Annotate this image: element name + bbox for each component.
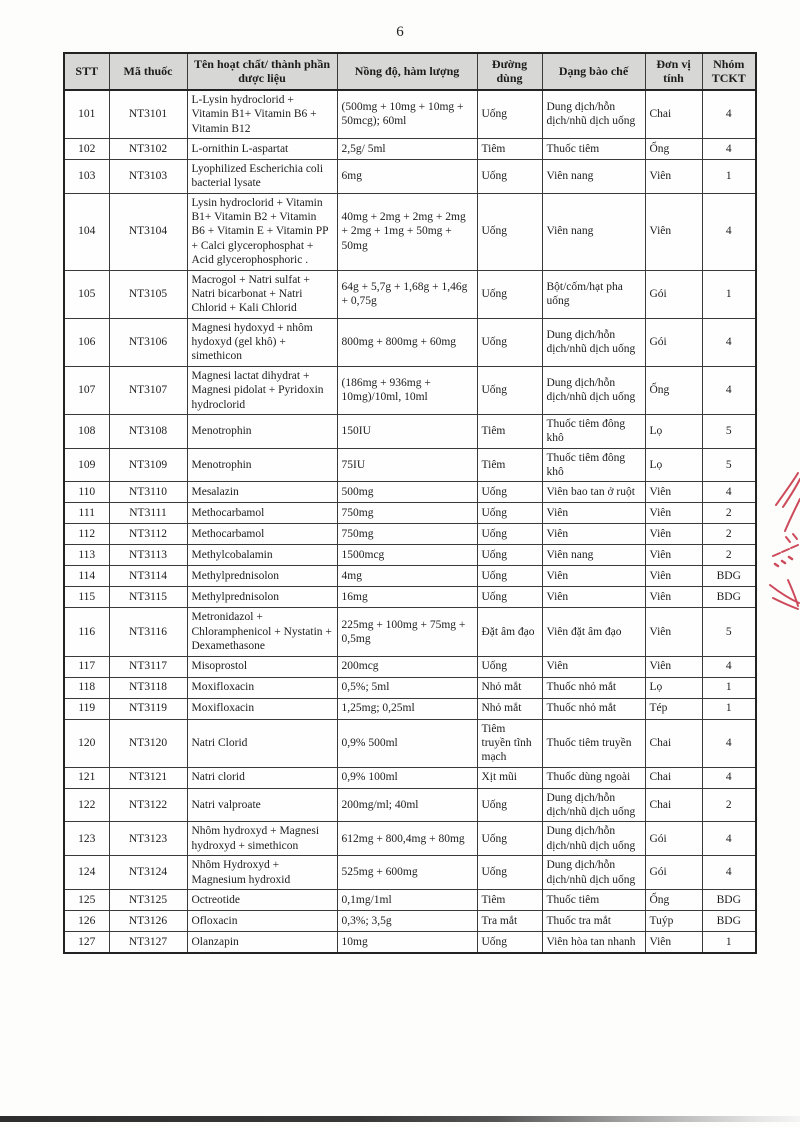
cell-nhom-tckt: 4 <box>702 656 756 677</box>
cell-stt: 109 <box>64 448 109 482</box>
cell-nhom-tckt: 1 <box>702 270 756 318</box>
column-header-ma-thuoc: Mã thuốc <box>109 53 187 90</box>
cell-duong-dung: Uống <box>477 566 542 587</box>
column-header-nhom-tckt: Nhóm TCKT <box>702 53 756 90</box>
cell-ma-thuoc: NT3126 <box>109 910 187 931</box>
cell-dang-bao-che: Viên bao tan ở ruột <box>542 482 645 503</box>
cell-stt: 113 <box>64 545 109 566</box>
cell-duong-dung: Uống <box>477 856 542 890</box>
cell-nhom-tckt: 4 <box>702 193 756 270</box>
column-header-dang-bao-che: Dạng bào chế <box>542 53 645 90</box>
cell-ma-thuoc: NT3127 <box>109 931 187 953</box>
cell-nhom-tckt: 5 <box>702 414 756 448</box>
cell-ten-hoat-chat: Lyophilized Escherichia coli bacterial lysate <box>187 159 337 193</box>
cell-ten-hoat-chat: Methocarbamol <box>187 503 337 524</box>
cell-don-vi-tinh: Chai <box>645 788 702 822</box>
cell-ma-thuoc: NT3110 <box>109 482 187 503</box>
column-header-nong-do-ham-luong: Nồng độ, hàm lượng <box>337 53 477 90</box>
cell-ten-hoat-chat: Misoprostol <box>187 656 337 677</box>
cell-nong-do-ham-luong: (500mg + 10mg + 10mg + 50mcg); 60ml <box>337 90 477 139</box>
cell-duong-dung: Uống <box>477 366 542 414</box>
cell-dang-bao-che: Dung dịch/hỗn dịch/nhũ dịch uống <box>542 318 645 366</box>
cell-nong-do-ham-luong: 1,25mg; 0,25ml <box>337 698 477 719</box>
cell-dang-bao-che: Viên nang <box>542 193 645 270</box>
cell-ma-thuoc: NT3108 <box>109 414 187 448</box>
cell-ten-hoat-chat: Nhôm hydroxyd + Magnesi hydroxyd + simethicon <box>187 822 337 856</box>
cell-nong-do-ham-luong: 0,9% 100ml <box>337 767 477 788</box>
cell-dang-bao-che: Dung dịch/hỗn dịch/nhũ dịch uống <box>542 822 645 856</box>
cell-duong-dung: Nhỏ mắt <box>477 698 542 719</box>
cell-nhom-tckt: 4 <box>702 767 756 788</box>
table-row <box>64 503 756 524</box>
cell-duong-dung: Xịt mũi <box>477 767 542 788</box>
cell-don-vi-tinh: Chai <box>645 90 702 139</box>
cell-dang-bao-che: Thuốc nhỏ mắt <box>542 677 645 698</box>
cell-ma-thuoc: NT3102 <box>109 138 187 159</box>
cell-nhom-tckt: 4 <box>702 366 756 414</box>
cell-nong-do-ham-luong: 0,9% 500ml <box>337 719 477 767</box>
cell-don-vi-tinh: Ống <box>645 889 702 910</box>
cell-nong-do-ham-luong: 0,1mg/1ml <box>337 889 477 910</box>
table-row <box>64 822 756 856</box>
cell-ten-hoat-chat: Menotrophin <box>187 414 337 448</box>
scan-edge-artifact <box>0 1116 800 1122</box>
cell-ma-thuoc: NT3119 <box>109 698 187 719</box>
cell-nong-do-ham-luong: 4mg <box>337 566 477 587</box>
cell-don-vi-tinh: Viên <box>645 656 702 677</box>
cell-stt: 122 <box>64 788 109 822</box>
cell-ma-thuoc: NT3112 <box>109 524 187 545</box>
table-row <box>64 448 756 482</box>
table-row <box>64 767 756 788</box>
cell-don-vi-tinh: Lọ <box>645 448 702 482</box>
cell-don-vi-tinh: Chai <box>645 719 702 767</box>
page-number: 6 <box>396 24 404 40</box>
cell-nong-do-ham-luong: 750mg <box>337 524 477 545</box>
column-header-ten-hoat-chat: Tên hoạt chất/ thành phần dược liệu <box>187 53 337 90</box>
cell-duong-dung: Uống <box>477 159 542 193</box>
cell-don-vi-tinh: Viên <box>645 931 702 953</box>
cell-nong-do-ham-luong: 525mg + 600mg <box>337 856 477 890</box>
cell-ten-hoat-chat: Octreotide <box>187 889 337 910</box>
red-handwritten-mark <box>743 452 800 624</box>
cell-dang-bao-che: Thuốc tra mắt <box>542 910 645 931</box>
cell-duong-dung: Uống <box>477 193 542 270</box>
cell-nong-do-ham-luong: 10mg <box>337 931 477 953</box>
cell-nong-do-ham-luong: 150IU <box>337 414 477 448</box>
cell-nong-do-ham-luong: 800mg + 800mg + 60mg <box>337 318 477 366</box>
cell-nong-do-ham-luong: 225mg + 100mg + 75mg + 0,5mg <box>337 608 477 656</box>
table-row <box>64 90 756 139</box>
cell-don-vi-tinh: Viên <box>645 159 702 193</box>
cell-stt: 123 <box>64 822 109 856</box>
cell-stt: 124 <box>64 856 109 890</box>
cell-dang-bao-che: Viên <box>542 656 645 677</box>
cell-nhom-tckt: 5 <box>702 448 756 482</box>
table-row <box>64 545 756 566</box>
cell-don-vi-tinh: Viên <box>645 482 702 503</box>
cell-don-vi-tinh: Chai <box>645 767 702 788</box>
cell-stt: 106 <box>64 318 109 366</box>
table-header-row <box>64 53 756 90</box>
cell-nong-do-ham-luong: 612mg + 800,4mg + 80mg <box>337 822 477 856</box>
cell-ma-thuoc: NT3117 <box>109 656 187 677</box>
cell-nong-do-ham-luong: 75IU <box>337 448 477 482</box>
cell-ma-thuoc: NT3103 <box>109 159 187 193</box>
cell-nhom-tckt: 4 <box>702 822 756 856</box>
cell-dang-bao-che: Thuốc nhỏ mắt <box>542 698 645 719</box>
cell-dang-bao-che: Viên <box>542 587 645 608</box>
cell-ten-hoat-chat: Natri clorid <box>187 767 337 788</box>
cell-stt: 127 <box>64 931 109 953</box>
cell-duong-dung: Uống <box>477 524 542 545</box>
cell-nhom-tckt: BDG <box>702 889 756 910</box>
cell-dang-bao-che: Viên đặt âm đạo <box>542 608 645 656</box>
cell-nhom-tckt: 2 <box>702 503 756 524</box>
table-row <box>64 698 756 719</box>
cell-ten-hoat-chat: Macrogol + Natri sulfat + Natri bicarbonat + Natri Chlorid + Kali Chlorid <box>187 270 337 318</box>
cell-ma-thuoc: NT3107 <box>109 366 187 414</box>
table-row <box>64 856 756 890</box>
cell-dang-bao-che: Thuốc tiêm đông khô <box>542 414 645 448</box>
cell-nong-do-ham-luong: 2,5g/ 5ml <box>337 138 477 159</box>
table-row <box>64 788 756 822</box>
cell-stt: 103 <box>64 159 109 193</box>
cell-duong-dung: Tra mắt <box>477 910 542 931</box>
cell-ten-hoat-chat: Methylprednisolon <box>187 566 337 587</box>
table-row <box>64 931 756 953</box>
table-row <box>64 719 756 767</box>
cell-stt: 111 <box>64 503 109 524</box>
column-header-don-vi-tinh: Đơn vị tính <box>645 53 702 90</box>
table-row <box>64 889 756 910</box>
cell-dang-bao-che: Viên <box>542 524 645 545</box>
cell-don-vi-tinh: Tuýp <box>645 910 702 931</box>
cell-don-vi-tinh: Viên <box>645 608 702 656</box>
table-row <box>64 566 756 587</box>
cell-stt: 117 <box>64 656 109 677</box>
cell-don-vi-tinh: Viên <box>645 566 702 587</box>
cell-ten-hoat-chat: Olanzapin <box>187 931 337 953</box>
cell-don-vi-tinh: Viên <box>645 503 702 524</box>
table-row <box>64 138 756 159</box>
cell-don-vi-tinh: Gói <box>645 822 702 856</box>
cell-ma-thuoc: NT3114 <box>109 566 187 587</box>
cell-ma-thuoc: NT3118 <box>109 677 187 698</box>
cell-nhom-tckt: BDG <box>702 910 756 931</box>
cell-duong-dung: Uống <box>477 503 542 524</box>
cell-duong-dung: Tiêm <box>477 138 542 159</box>
cell-dang-bao-che: Bột/cốm/hạt pha uống <box>542 270 645 318</box>
cell-stt: 101 <box>64 90 109 139</box>
cell-stt: 119 <box>64 698 109 719</box>
cell-duong-dung: Nhỏ mắt <box>477 677 542 698</box>
cell-ma-thuoc: NT3124 <box>109 856 187 890</box>
cell-stt: 118 <box>64 677 109 698</box>
cell-duong-dung: Tiêm <box>477 889 542 910</box>
cell-ten-hoat-chat: L-Lysin hydroclorid + Vitamin B1+ Vitamin B6 + Vitamin B12 <box>187 90 337 139</box>
cell-dang-bao-che: Viên <box>542 566 645 587</box>
cell-don-vi-tinh: Viên <box>645 545 702 566</box>
column-header-duong-dung: Đường dùng <box>477 53 542 90</box>
drug-list-table <box>63 52 757 954</box>
cell-duong-dung: Uống <box>477 90 542 139</box>
cell-nong-do-ham-luong: 0,3%; 3,5g <box>337 910 477 931</box>
cell-nhom-tckt: 4 <box>702 90 756 139</box>
cell-stt: 115 <box>64 587 109 608</box>
cell-nong-do-ham-luong: 16mg <box>337 587 477 608</box>
cell-nong-do-ham-luong: 64g + 5,7g + 1,68g + 1,46g + 0,75g <box>337 270 477 318</box>
cell-ten-hoat-chat: Magnesi hydoxyd + nhôm hydoxyd (gel khô) + simethicon <box>187 318 337 366</box>
cell-dang-bao-che: Thuốc tiêm đông khô <box>542 448 645 482</box>
cell-nong-do-ham-luong: 200mcg <box>337 656 477 677</box>
cell-duong-dung: Uống <box>477 318 542 366</box>
cell-ma-thuoc: NT3121 <box>109 767 187 788</box>
cell-don-vi-tinh: Gói <box>645 318 702 366</box>
cell-ten-hoat-chat: Menotrophin <box>187 448 337 482</box>
cell-don-vi-tinh: Tép <box>645 698 702 719</box>
cell-nhom-tckt: 2 <box>702 524 756 545</box>
cell-duong-dung: Uống <box>477 656 542 677</box>
cell-ma-thuoc: NT3101 <box>109 90 187 139</box>
table-row <box>64 656 756 677</box>
cell-nong-do-ham-luong: 500mg <box>337 482 477 503</box>
cell-nong-do-ham-luong: 1500mcg <box>337 545 477 566</box>
cell-ma-thuoc: NT3109 <box>109 448 187 482</box>
cell-nong-do-ham-luong: 750mg <box>337 503 477 524</box>
cell-duong-dung: Tiêm <box>477 414 542 448</box>
cell-nong-do-ham-luong: 200mg/ml; 40ml <box>337 788 477 822</box>
cell-dang-bao-che: Thuốc tiêm <box>542 138 645 159</box>
cell-ten-hoat-chat: Moxifloxacin <box>187 698 337 719</box>
table-row <box>64 524 756 545</box>
cell-stt: 108 <box>64 414 109 448</box>
table-row <box>64 414 756 448</box>
cell-ma-thuoc: NT3111 <box>109 503 187 524</box>
table-row <box>64 270 756 318</box>
cell-stt: 112 <box>64 524 109 545</box>
cell-ten-hoat-chat: Mesalazin <box>187 482 337 503</box>
cell-nong-do-ham-luong: 0,5%; 5ml <box>337 677 477 698</box>
cell-ten-hoat-chat: L-ornithin L-aspartat <box>187 138 337 159</box>
cell-don-vi-tinh: Viên <box>645 587 702 608</box>
cell-ma-thuoc: NT3106 <box>109 318 187 366</box>
cell-stt: 104 <box>64 193 109 270</box>
cell-stt: 102 <box>64 138 109 159</box>
cell-nhom-tckt: 4 <box>702 856 756 890</box>
cell-dang-bao-che: Viên hòa tan nhanh <box>542 931 645 953</box>
cell-duong-dung: Uống <box>477 270 542 318</box>
cell-ten-hoat-chat: Methylcobalamin <box>187 545 337 566</box>
cell-nhom-tckt: 1 <box>702 159 756 193</box>
cell-nhom-tckt: BDG <box>702 587 756 608</box>
cell-nhom-tckt: 4 <box>702 719 756 767</box>
cell-ten-hoat-chat: Lysin hydroclorid + Vitamin B1+ Vitamin B2 + Vitamin B6 + Vitamin E + Vitamin PP + Calci glycerophosphat + Acid glycerophosphoric . <box>187 193 337 270</box>
cell-don-vi-tinh: Viên <box>645 193 702 270</box>
table-row <box>64 677 756 698</box>
cell-don-vi-tinh: Gói <box>645 856 702 890</box>
cell-ten-hoat-chat: Ofloxacin <box>187 910 337 931</box>
cell-nhom-tckt: 1 <box>702 698 756 719</box>
cell-nong-do-ham-luong: 6mg <box>337 159 477 193</box>
cell-dang-bao-che: Thuốc dùng ngoài <box>542 767 645 788</box>
cell-dang-bao-che: Dung dịch/hỗn dịch/nhũ dịch uống <box>542 366 645 414</box>
cell-ten-hoat-chat: Moxifloxacin <box>187 677 337 698</box>
cell-duong-dung: Uống <box>477 587 542 608</box>
cell-don-vi-tinh: Ống <box>645 366 702 414</box>
cell-ma-thuoc: NT3125 <box>109 889 187 910</box>
table-body <box>64 90 756 953</box>
cell-nhom-tckt: BDG <box>702 566 756 587</box>
cell-ten-hoat-chat: Methocarbamol <box>187 524 337 545</box>
cell-ten-hoat-chat: Methylprednisolon <box>187 587 337 608</box>
cell-nhom-tckt: 1 <box>702 677 756 698</box>
cell-nhom-tckt: 2 <box>702 545 756 566</box>
cell-ma-thuoc: NT3122 <box>109 788 187 822</box>
cell-stt: 110 <box>64 482 109 503</box>
cell-ma-thuoc: NT3116 <box>109 608 187 656</box>
cell-ma-thuoc: NT3115 <box>109 587 187 608</box>
cell-ten-hoat-chat: Magnesi lactat dihydrat + Magnesi pidolat + Pyridoxin hydroclorid <box>187 366 337 414</box>
cell-dang-bao-che: Thuốc tiêm <box>542 889 645 910</box>
cell-nhom-tckt: 4 <box>702 482 756 503</box>
cell-don-vi-tinh: Viên <box>645 524 702 545</box>
cell-don-vi-tinh: Lọ <box>645 414 702 448</box>
cell-nong-do-ham-luong: (186mg + 936mg + 10mg)/10ml, 10ml <box>337 366 477 414</box>
cell-stt: 125 <box>64 889 109 910</box>
cell-stt: 107 <box>64 366 109 414</box>
cell-nhom-tckt: 1 <box>702 931 756 953</box>
cell-ma-thuoc: NT3104 <box>109 193 187 270</box>
cell-nhom-tckt: 5 <box>702 608 756 656</box>
cell-duong-dung: Uống <box>477 822 542 856</box>
cell-stt: 114 <box>64 566 109 587</box>
cell-dang-bao-che: Viên nang <box>542 159 645 193</box>
cell-don-vi-tinh: Gói <box>645 270 702 318</box>
cell-nhom-tckt: 4 <box>702 138 756 159</box>
cell-duong-dung: Uống <box>477 788 542 822</box>
cell-duong-dung: Đặt âm đạo <box>477 608 542 656</box>
cell-stt: 126 <box>64 910 109 931</box>
table-row <box>64 587 756 608</box>
cell-stt: 120 <box>64 719 109 767</box>
cell-ten-hoat-chat: Natri Clorid <box>187 719 337 767</box>
table-row <box>64 366 756 414</box>
cell-don-vi-tinh: Ống <box>645 138 702 159</box>
table-row <box>64 482 756 503</box>
cell-dang-bao-che: Dung dịch/hỗn dịch/nhũ dịch uống <box>542 856 645 890</box>
table-row <box>64 910 756 931</box>
cell-duong-dung: Uống <box>477 931 542 953</box>
table-row <box>64 608 756 656</box>
cell-duong-dung: Uống <box>477 482 542 503</box>
cell-don-vi-tinh: Lọ <box>645 677 702 698</box>
cell-ten-hoat-chat: Nhôm Hydroxyd + Magnesium hydroxid <box>187 856 337 890</box>
cell-dang-bao-che: Thuốc tiêm truyền <box>542 719 645 767</box>
cell-nhom-tckt: 2 <box>702 788 756 822</box>
cell-ten-hoat-chat: Metronidazol + Chloramphenicol + Nystatin + Dexamethasone <box>187 608 337 656</box>
table-row <box>64 159 756 193</box>
cell-ma-thuoc: NT3120 <box>109 719 187 767</box>
cell-ma-thuoc: NT3123 <box>109 822 187 856</box>
table-row <box>64 193 756 270</box>
cell-dang-bao-che: Dung dịch/hỗn dịch/nhũ dịch uống <box>542 90 645 139</box>
cell-ten-hoat-chat: Natri valproate <box>187 788 337 822</box>
cell-ma-thuoc: NT3105 <box>109 270 187 318</box>
cell-stt: 121 <box>64 767 109 788</box>
cell-nong-do-ham-luong: 40mg + 2mg + 2mg + 2mg + 2mg + 1mg + 50mg + 50mg <box>337 193 477 270</box>
cell-duong-dung: Tiêm <box>477 448 542 482</box>
cell-dang-bao-che: Dung dịch/hỗn dịch/nhũ dịch uống <box>542 788 645 822</box>
cell-dang-bao-che: Viên nang <box>542 545 645 566</box>
column-header-stt: STT <box>64 53 109 90</box>
cell-ma-thuoc: NT3113 <box>109 545 187 566</box>
table-row <box>64 318 756 366</box>
cell-duong-dung: Uống <box>477 545 542 566</box>
cell-nhom-tckt: 4 <box>702 318 756 366</box>
cell-stt: 116 <box>64 608 109 656</box>
cell-stt: 105 <box>64 270 109 318</box>
table-header <box>64 53 756 90</box>
cell-dang-bao-che: Viên <box>542 503 645 524</box>
cell-duong-dung: Tiêm truyền tĩnh mạch <box>477 719 542 767</box>
